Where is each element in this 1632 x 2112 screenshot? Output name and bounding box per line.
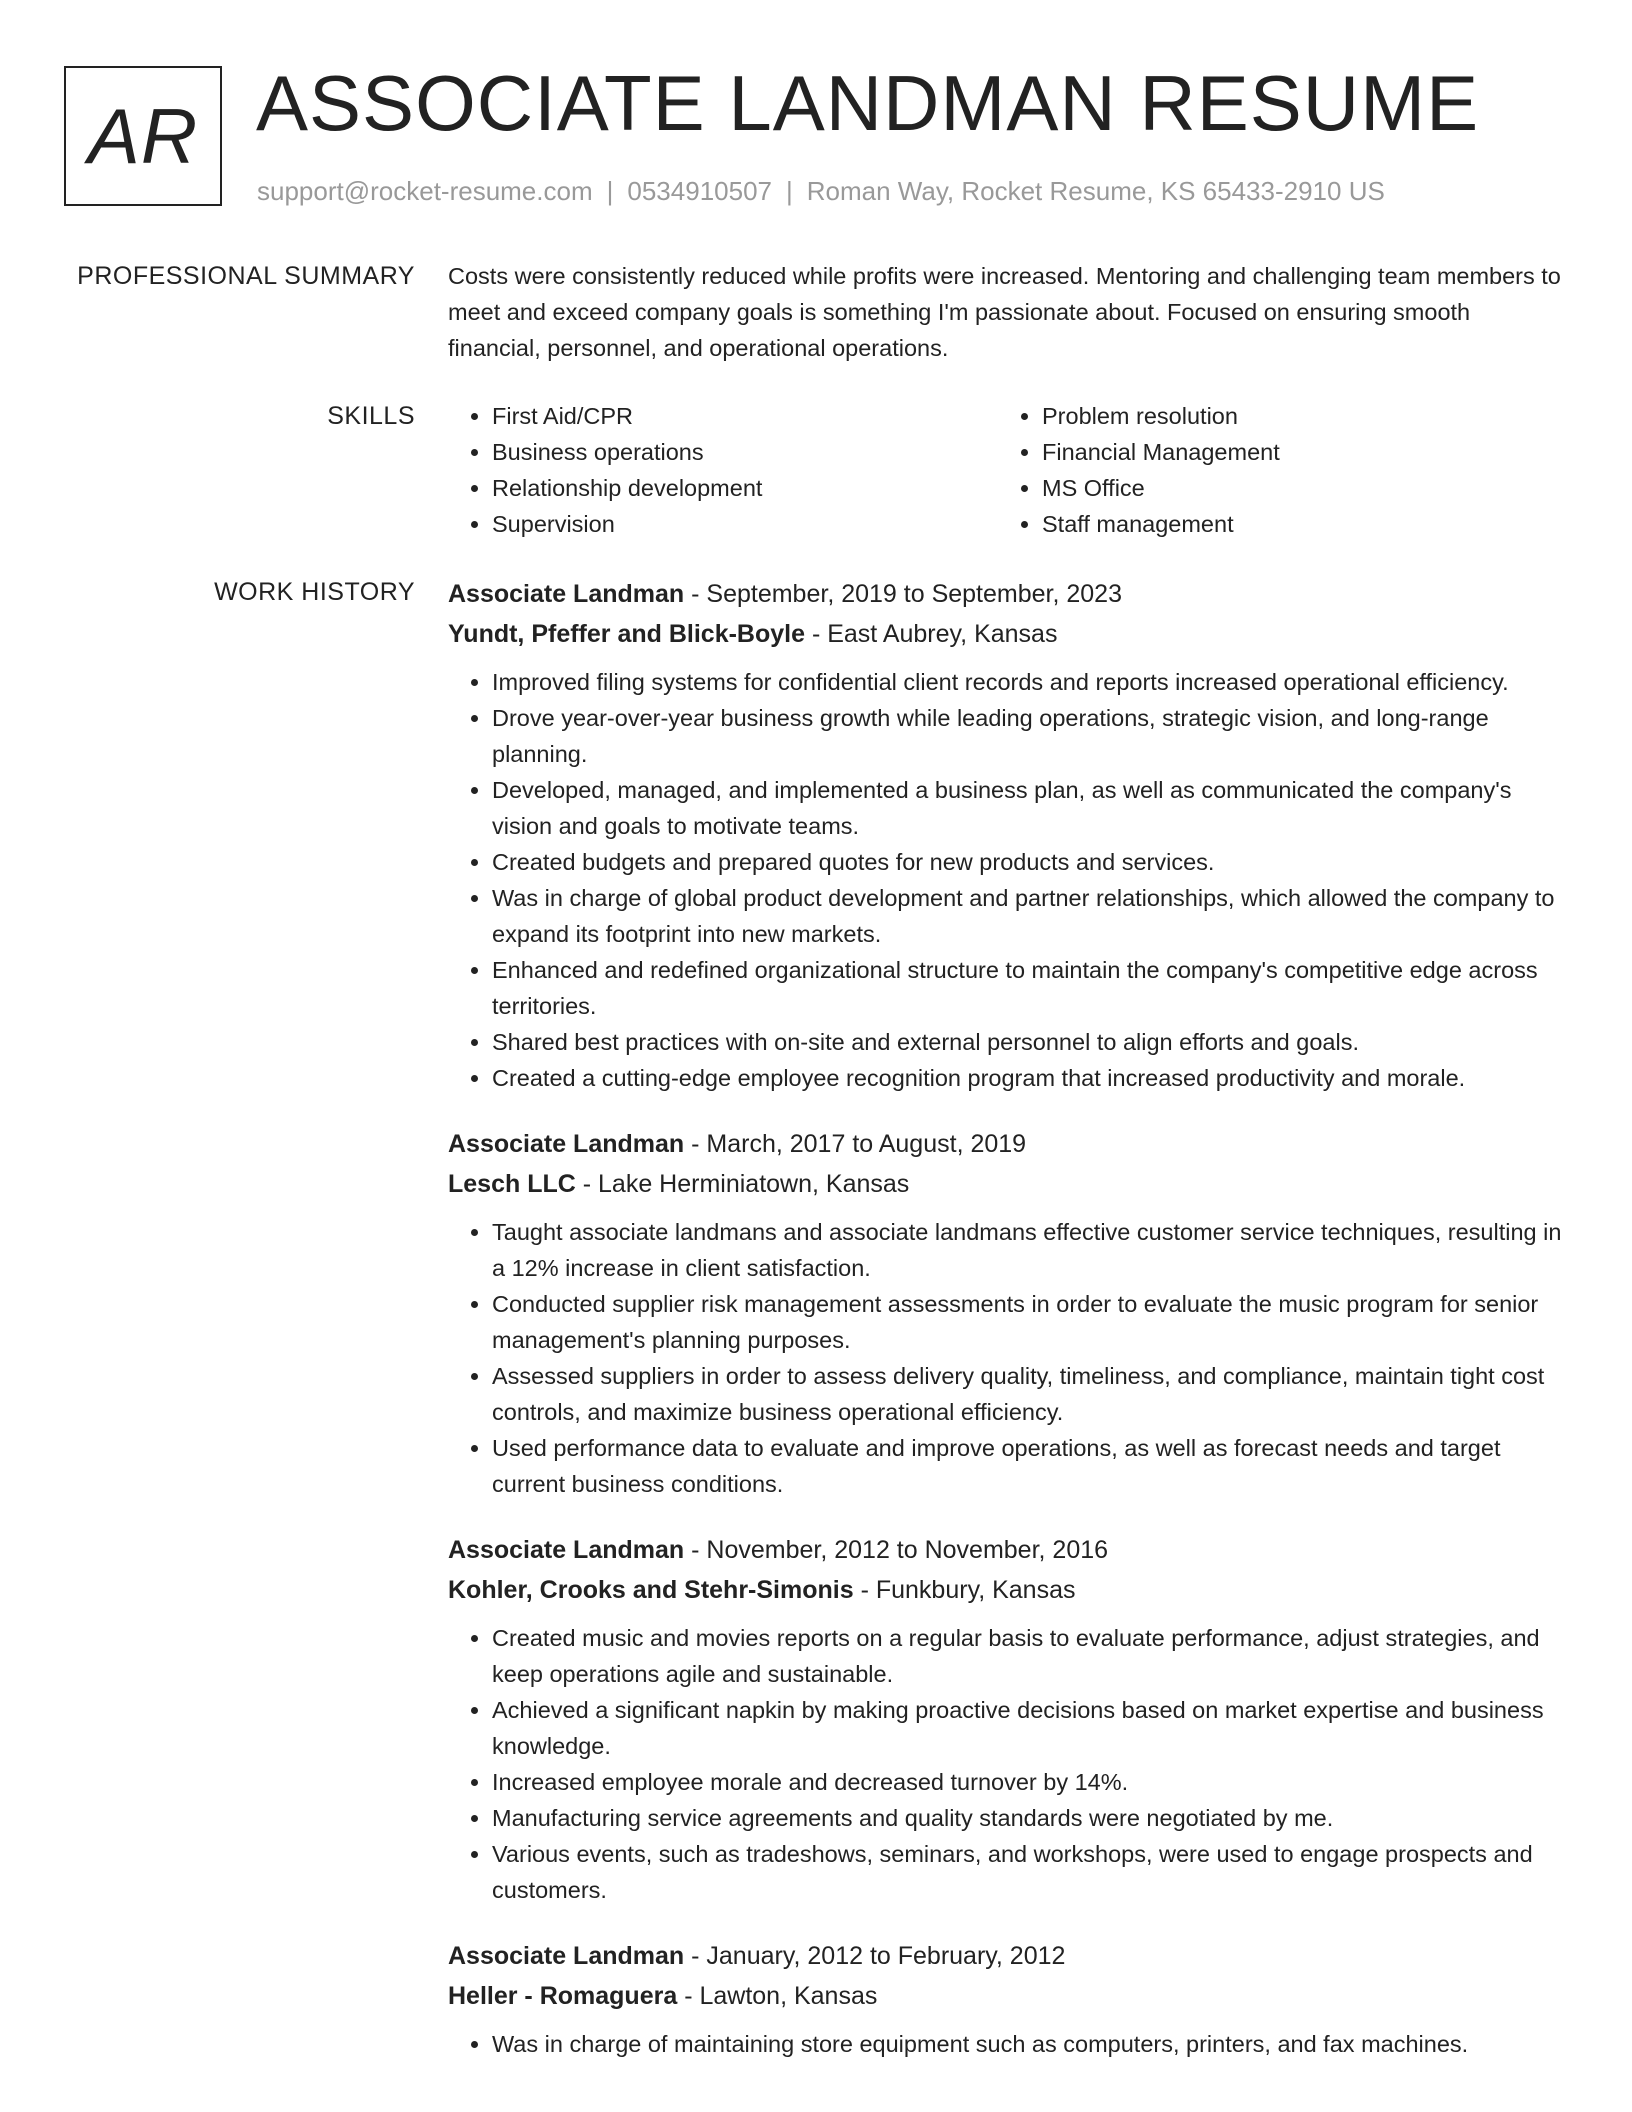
job-bullet: • Taught associate landmans and associate landmans effective customer service techniques, resulting in a 12% increase in client satisfaction. (492, 1214, 1564, 1286)
summary-text: Costs were consistently reduced while profits were increased. Mentoring and challenging team members to meet and exceed company goals is something I'm passionate about. Focused on ensuring smooth financial, personnel, and operational operations. (448, 263, 1561, 361)
job-bullet: • Shared best practices with on-site and external personnel to align efforts and goals. (492, 1024, 1564, 1060)
job-dates: - January, 2012 to February, 2012 (684, 1942, 1066, 1970)
job-location: - Lake Herminiatown, Kansas (575, 1170, 910, 1198)
job-entry (448, 1936, 1564, 2062)
work-history-heading: WORK HISTORY (214, 578, 415, 606)
contact-email: support@rocket-resume.com (257, 176, 593, 206)
job-bullets (448, 664, 1564, 1096)
job-bullet: • Created a cutting-edge employee recognition program that increased productivity and morale. (492, 1060, 1564, 1096)
job-role: Associate Landman (448, 1130, 685, 1158)
job-title-line (448, 1530, 1564, 1570)
skills-heading: SKILLS (327, 402, 415, 430)
contact-address: Roman Way, Rocket Resume, KS 65433-2910 US (806, 176, 1385, 206)
job-company: Heller - Romaguera (448, 1982, 678, 2010)
summary-heading: PROFESSIONAL SUMMARY (77, 262, 415, 290)
job-bullet: • Used performance data to evaluate and improve operations, as well as forecast needs and target current business conditions. (492, 1430, 1564, 1502)
job-bullet: • Manufacturing service agreements and quality standards were negotiated by me. (492, 1800, 1564, 1836)
skill-item: • Financial Management (1042, 434, 1548, 470)
job-bullet: • Developed, managed, and implemented a business plan, as well as communicated the company's vision and goals to motivate teams. (492, 772, 1564, 844)
job-location: - Funkbury, Kansas (853, 1576, 1076, 1604)
job-company: Kohler, Crooks and Stehr-Simonis (448, 1576, 854, 1604)
job-title-line (448, 1124, 1564, 1164)
job-bullet: • Conducted supplier risk management assessments in order to evaluate the music program for senior management's planning purposes. (492, 1286, 1564, 1358)
job-role: Associate Landman (448, 1536, 685, 1564)
job-location: - East Aubrey, Kansas (805, 620, 1058, 648)
job-bullet: • Drove year-over-year business growth while leading operations, strategic vision, and long-range planning. (492, 700, 1564, 772)
job-company: Yundt, Pfeffer and Blick-Boyle (448, 620, 806, 648)
job-bullet: • Was in charge of global product development and partner relationships, which allowed the company to expand its footprint into new markets. (492, 880, 1564, 952)
job-bullet: • Assessed suppliers in order to assess delivery quality, timeliness, and compliance, maintain tight cost controls, and maximize business operational efficiency. (492, 1358, 1564, 1430)
skill-item: • Problem resolution (1042, 398, 1548, 434)
job-company-line (448, 1976, 1564, 2016)
job-bullet: • Achieved a significant napkin by making proactive decisions based on market expertise and business knowledge. (492, 1692, 1564, 1764)
job-company-line (448, 614, 1564, 654)
skill-item: • First Aid/CPR (492, 398, 998, 434)
job-title-line (448, 1936, 1564, 1976)
monogram-initials: AR (87, 91, 199, 180)
job-company: Lesch LLC (448, 1170, 576, 1198)
job-bullet: • Created music and movies reports on a regular basis to evaluate performance, adjust strategies, and keep operations agile and sustainable. (492, 1620, 1564, 1692)
job-role: Associate Landman (448, 1942, 685, 1970)
contact-separator: | (786, 176, 793, 206)
work-history-body (448, 574, 1564, 2090)
skill-item: • Supervision (492, 506, 998, 542)
job-entry (448, 1530, 1564, 1908)
skill-item: • Staff management (1042, 506, 1548, 542)
monogram-box (64, 66, 222, 206)
job-company-line (448, 1570, 1564, 1610)
skill-item: • MS Office (1042, 470, 1548, 506)
job-role: Associate Landman (448, 580, 685, 608)
skills-list-right (998, 398, 1548, 542)
job-title-line (448, 574, 1564, 614)
skill-item: • Business operations (492, 434, 998, 470)
job-bullet: • Was in charge of maintaining store equipment such as computers, printers, and fax machines. (492, 2026, 1564, 2062)
job-bullet: • Created budgets and prepared quotes for new products and services. (492, 844, 1564, 880)
summary-body (448, 258, 1564, 366)
job-bullet: • Various events, such as tradeshows, seminars, and workshops, were used to engage prospects and customers. (492, 1836, 1564, 1908)
job-bullet: • Increased employee morale and decreased turnover by 14%. (492, 1764, 1564, 1800)
skills-body (448, 398, 1564, 542)
skills-list-left (448, 398, 998, 542)
job-dates: - March, 2017 to August, 2019 (684, 1130, 1027, 1158)
job-bullet: • Enhanced and redefined organizational structure to maintain the company's competitive edge across territories. (492, 952, 1564, 1024)
job-dates: - November, 2012 to November, 2016 (684, 1536, 1109, 1564)
job-bullets (448, 2026, 1564, 2062)
job-bullets (448, 1214, 1564, 1502)
job-company-line (448, 1164, 1564, 1204)
contact-line (257, 174, 1385, 208)
skill-item: • Relationship development (492, 470, 998, 506)
job-entry (448, 574, 1564, 1096)
job-entry (448, 1124, 1564, 1502)
contact-phone: 0534910507 (627, 176, 772, 206)
resume-title: ASSOCIATE LANDMAN RESUME (256, 59, 1480, 147)
job-dates: - September, 2019 to September, 2023 (684, 580, 1122, 608)
contact-separator: | (606, 176, 614, 206)
job-bullets (448, 1620, 1564, 1908)
job-location: - Lawton, Kansas (677, 1982, 878, 2010)
job-bullet: • Improved filing systems for confidential client records and reports increased operational efficiency. (492, 664, 1564, 700)
